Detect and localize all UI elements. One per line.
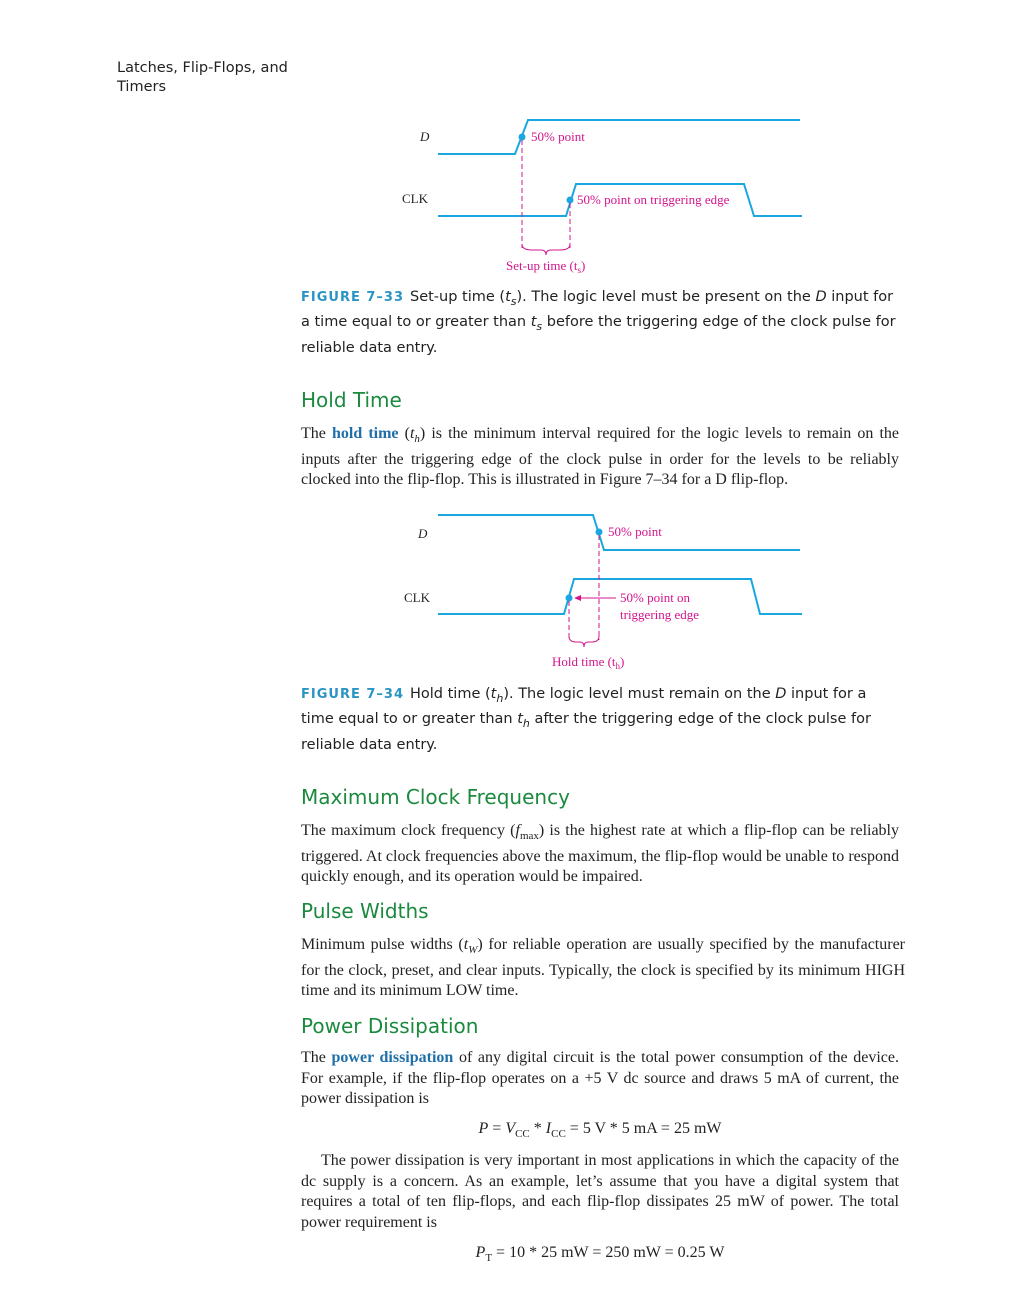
paragraph-text: The maximum clock frequency ( (301, 822, 516, 839)
math-symbol: P (475, 1244, 486, 1261)
math-symbol: t (409, 425, 415, 442)
figure-7-33-timing-diagram (390, 110, 810, 280)
math-subscript: h (414, 433, 420, 446)
caption-text: before the triggering edge of the clock pulse for reliable data entry. (301, 314, 896, 356)
caption-text: ). The logic level must remain on the (503, 686, 776, 702)
paragraph-text: of any digital circuit is the total power consumption of the device. For example, if the flip-flop operates on a +5 V dc source and draws 5 mA of current, the power dissipation is (301, 1049, 900, 1107)
math-subscript: W (468, 944, 478, 957)
math-subscript: CC (551, 1128, 566, 1141)
setup-time-brace (522, 244, 570, 255)
math-symbol: f (515, 822, 520, 839)
math-subscript: max (519, 830, 539, 843)
figure-7-34-timing-diagram (390, 505, 810, 675)
caption-symbol: t (505, 289, 511, 305)
d-waveform (438, 120, 800, 154)
caption-text: ). The logic level must be present on the (516, 289, 816, 305)
clk-50-percent-label-line1: 50% point on (620, 590, 691, 605)
power-equation (301, 1120, 899, 1140)
d-signal-label: D (418, 526, 428, 541)
math-subscript: CC (515, 1128, 530, 1141)
d-50-percent-label: 50% point (608, 524, 662, 539)
caption-subscript: h (522, 717, 530, 731)
math-symbol: P (478, 1120, 489, 1137)
caption-text: after the triggering edge of the clock pulse for reliable data entry. (301, 711, 871, 753)
math-text: * (529, 1120, 546, 1137)
hold-time-paragraph (301, 424, 899, 491)
figure-number: FIGURE 7–34 (301, 687, 404, 702)
caption-symbol: t (490, 686, 497, 702)
power-dissipation-paragraph (301, 1048, 899, 1110)
total-power-equation (301, 1244, 899, 1264)
hold-time-label: Hold time $(t_h)$ (552, 654, 625, 671)
d-50-percent-label: 50% point (531, 129, 585, 144)
caption-subscript: s (510, 294, 517, 308)
paragraph-text: Minimum pulse widths ( (301, 936, 464, 953)
paragraph-text: ) is the highest rate at which a flip-flop can be reliably triggered. At clock frequencies above the maximum, the flip-flop would be unable to respond quickly enough, and its operation would be impaired. (301, 822, 900, 886)
math-symbol: V (505, 1120, 516, 1137)
math-symbol: I (545, 1120, 552, 1137)
caption-symbol: t (517, 711, 523, 728)
caption-symbol: D (815, 289, 827, 305)
figure-number: FIGURE 7–33 (301, 290, 404, 305)
power-dissipation-heading: Power Dissipation (301, 1014, 479, 1038)
clk-signal-label: CLK (402, 191, 428, 206)
paragraph-text: ) is the minimum interval required for the logic levels to remain on the inputs after the triggering edge of the clock pulse in order for the levels to be reliably clocked into the flip-flop. This is illustrated in Figure 7–34 for a D flip-flop. (301, 425, 900, 489)
setup-time-label: Set-up time $(t_s)$ (506, 258, 586, 275)
caption-symbol: t (530, 314, 537, 331)
caption-text: Hold time ( (410, 686, 491, 702)
clk-50-percent-label: 50% point on triggering edge (577, 192, 730, 207)
math-text: = 5 V * 5 mA = 25 mW (565, 1120, 722, 1137)
caption-text: input for a time equal to or greater than (301, 289, 894, 331)
hold-time-heading: Hold Time (301, 388, 402, 412)
paragraph-text: ) for reliable operation are usually specified by the manufacturer for the clock, preset, and clear inputs. Typically, the clock is specified by its minimum HIGH time and its minimum LOW time. (301, 936, 906, 1000)
paragraph-text: The (301, 425, 332, 442)
math-text: = (488, 1120, 506, 1137)
glossary-term: power dissipation (331, 1049, 454, 1066)
caption-subscript: s (536, 320, 543, 334)
max-clock-heading: Maximum Clock Frequency (301, 785, 570, 809)
caption-text: input for a time equal to or greater than (301, 686, 867, 728)
power-requirement-paragraph: The power dissipation is very important in most applications in which the capacity of the dc supply is a concern. As an example, let’s assume that you have a digital system that requires a total of ten flip-flops, and each flip-flop dissipates 25 mW of power. The total power requirement is (301, 1152, 899, 1231)
paragraph-text: The (301, 1049, 332, 1066)
running-head: Latches, Flip-Flops, and Timers (117, 60, 288, 95)
figure-7-33-caption (301, 287, 901, 358)
math-subscript: T (485, 1252, 493, 1265)
pulse-widths-paragraph (301, 935, 905, 1002)
arrowhead-icon (574, 595, 581, 601)
caption-text: Set-up time ( (410, 289, 506, 305)
clk-50-percent-point (566, 595, 573, 602)
math-symbol: t (463, 936, 469, 953)
d-signal-label: D (420, 129, 430, 144)
glossary-term: hold time (331, 425, 399, 442)
paragraph-text: ( (398, 425, 410, 442)
clk-50-percent-point (567, 197, 574, 204)
clk-50-percent-label-line2: triggering edge (620, 607, 700, 622)
math-text: = 10 * 25 mW = 250 mW = 0.25 W (492, 1244, 725, 1261)
pulse-widths-heading: Pulse Widths (301, 899, 429, 923)
d-50-percent-point (596, 529, 603, 536)
d-50-percent-point (519, 134, 526, 141)
caption-subscript: h (496, 691, 504, 705)
max-clock-paragraph (301, 821, 899, 888)
figure-7-34-caption (301, 684, 901, 755)
hold-time-brace (569, 636, 599, 647)
clk-signal-label: CLK (404, 590, 430, 605)
caption-symbol: D (775, 686, 787, 702)
